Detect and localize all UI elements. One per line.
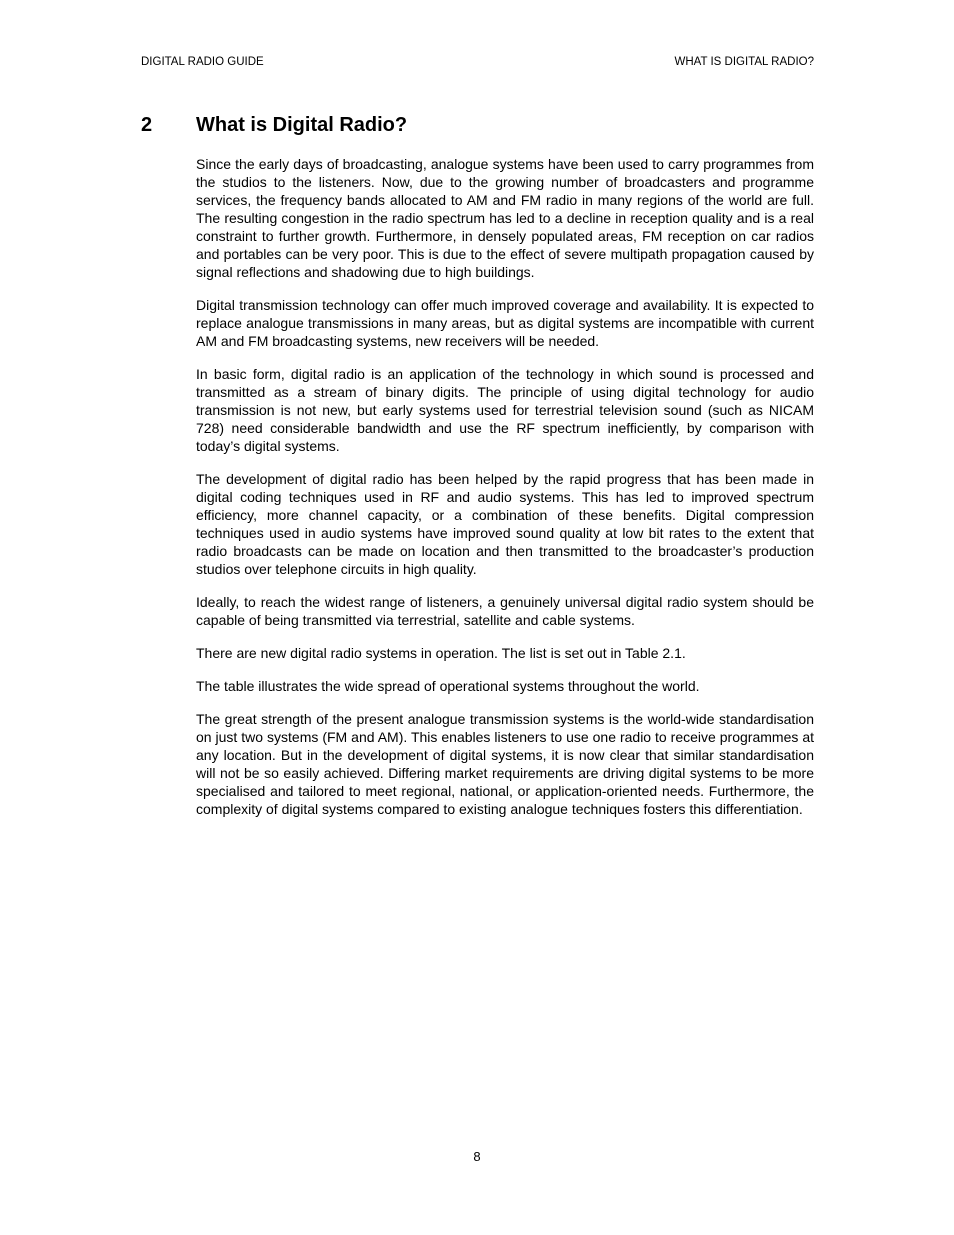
header-section-title: WHAT IS DIGITAL RADIO? <box>674 56 814 68</box>
paragraph-4: The development of digital radio has been helped by the rapid progress that has been made in digital coding techniques used in RF and audio systems. This has led to improved spectrum efficiency, more channel capacity, or a combination of these benefits. Digital compression techniques used in audio systems have improved sound quality at low bit rates to the extent that radio broadcasts can be made on location and then transmitted to the broadcaster’s production studios over telephone circuits in high quality. <box>196 471 814 577</box>
paragraph-6: There are new digital radio systems in operation. The list is set out in Table 2.1. <box>196 645 686 661</box>
paragraph-5: Ideally, to reach the widest range of listeners, a genuinely universal digital radio system should be capable of being transmitted via terrestrial, satellite and cable systems. <box>196 594 814 628</box>
paragraph-3: In basic form, digital radio is an application of the technology in which sound is processed and transmitted as a stream of binary digits. The principle of using digital technology for audio transmission is not new, but early systems used for terrestrial television sound (such as NICAM 728) need considerable bandwidth and use the RF spectrum inefficiently, by comparison with today’s digital systems. <box>196 366 814 454</box>
chapter-number: 2 <box>141 114 153 136</box>
running-header <box>141 55 814 69</box>
paragraph-7: The table illustrates the wide spread of operational systems throughout the world. <box>196 678 700 694</box>
paragraph-8: The great strength of the present analogue transmission systems is the world-wide standardisation on just two systems (FM and AM). This enables listeners to use one radio to receive programmes at any location. But in the development of digital systems, it is now clear that similar standardisation will not be so easily achieved. Differing market requirements are driving digital systems to be more specialised and tailored to meet regional, national, or application-oriented needs. Furthermore, the complexity of digital systems compared to existing analogue techniques fosters this differentiation. <box>196 711 814 817</box>
chapter-title: What is Digital Radio? <box>196 114 408 136</box>
body-text <box>196 155 814 833</box>
page-number: 8 <box>473 1149 481 1164</box>
header-document-title: DIGITAL RADIO GUIDE <box>141 56 264 68</box>
paragraph-2: Digital transmission technology can offer much improved coverage and availability. It is expected to replace analogue transmissions in many areas, but as digital systems are incompatible with current AM and FM broadcasting systems, new receivers will be needed. <box>196 297 814 349</box>
paragraph-1: Since the early days of broadcasting, analogue systems have been used to carry programmes from the studios to the listeners. Now, due to the growing number of broadcasters and programme services, the frequency bands allocated to AM and FM radio in many regions of the world are full. The resulting congestion in the radio spectrum has led to a decline in reception quality and is a real constraint to further growth. Furthermore, in densely populated areas, FM reception on car radios and portables can be very poor. This is due to the effect of severe multipath propagation caused by signal reflections and shadowing due to high buildings. <box>196 156 814 280</box>
